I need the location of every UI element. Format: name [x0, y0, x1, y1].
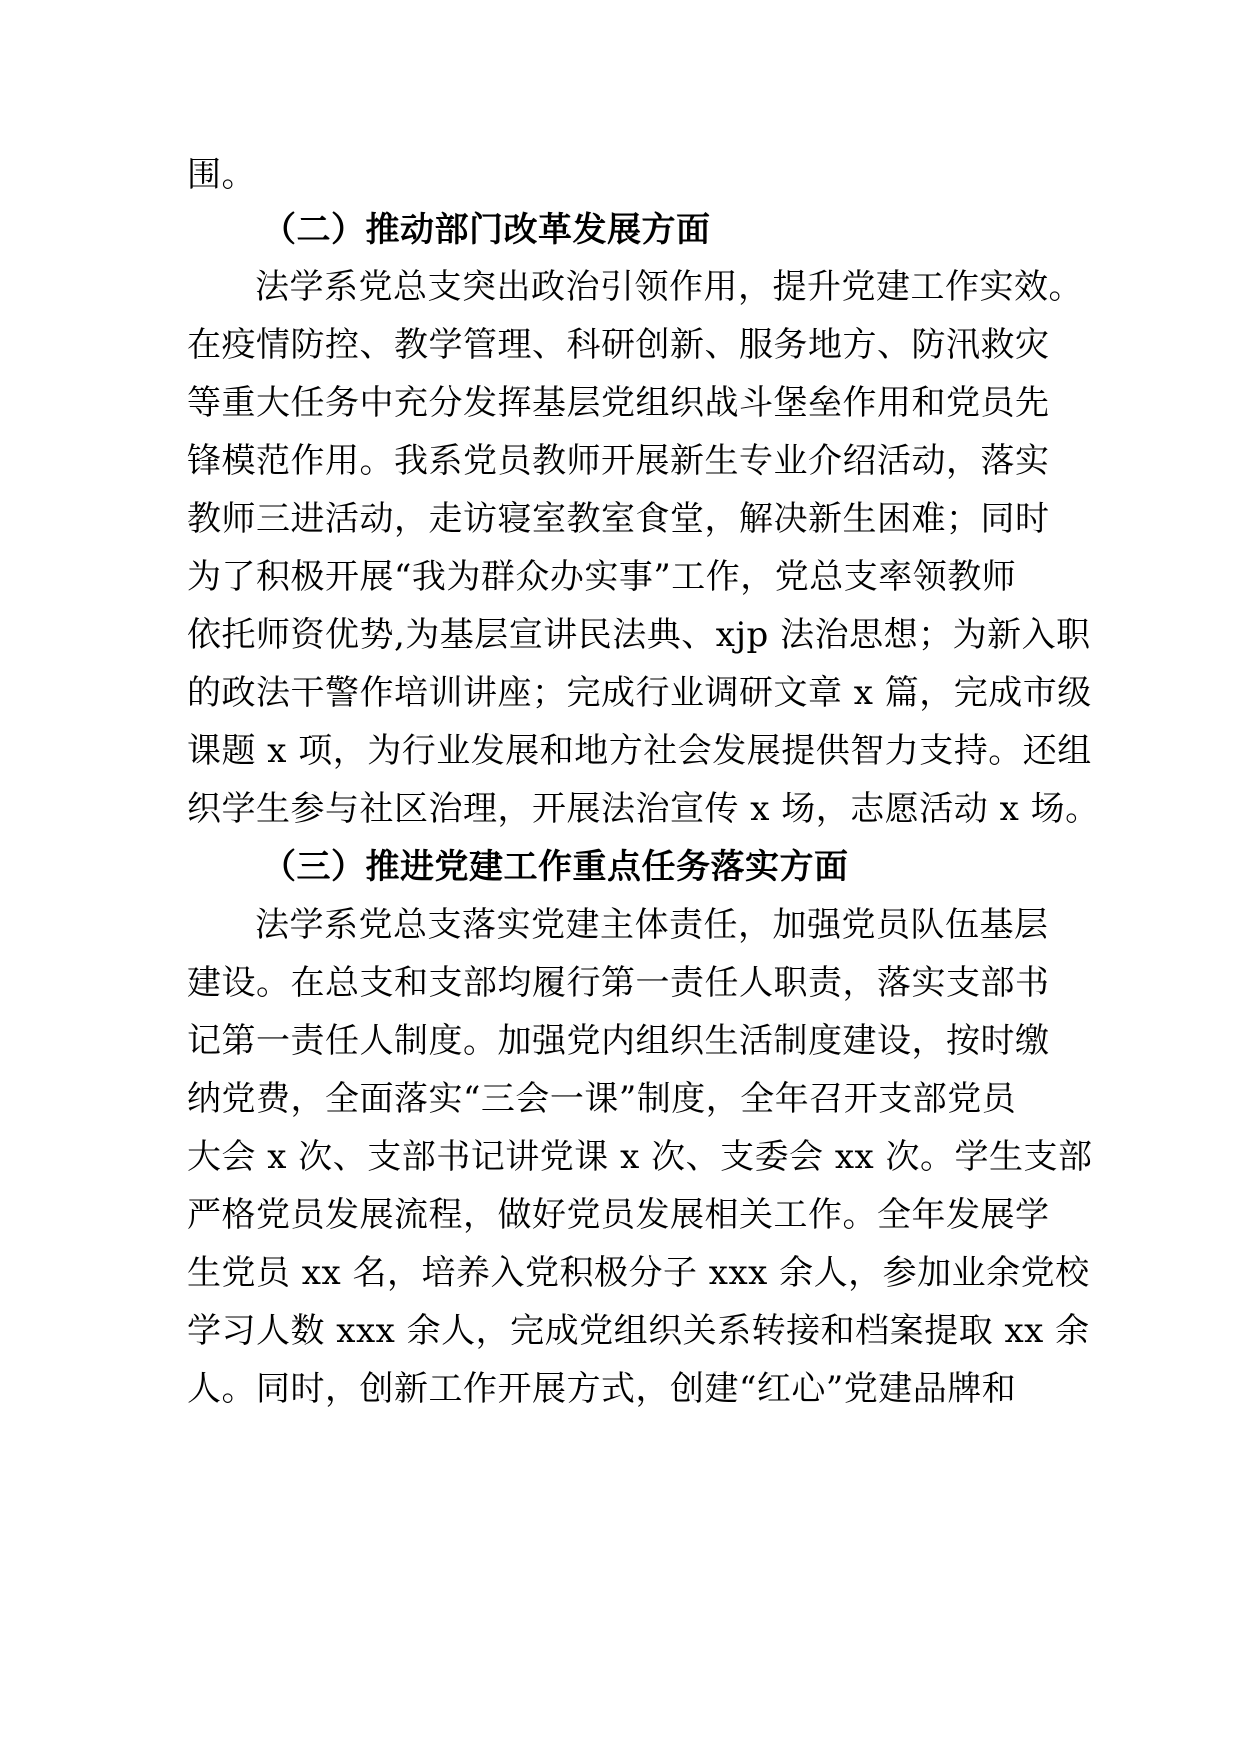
paragraph-line: 纳党费，全面落实“三会一课”制度，全年召开支部党员: [187, 1079, 1017, 1119]
paragraph-line: 建设。在总支和支部均履行第一责任人职责，落实支部书: [187, 963, 1050, 1003]
paragraph-line: 织学生参与社区治理，开展法治宣传 x 场，志愿活动 x 场。: [187, 789, 1100, 829]
paragraph-line: 严格党员发展流程，做好党员发展相关工作。全年发展学: [187, 1195, 1050, 1235]
paragraph-line: 生党员 xx 名，培养入党积极分子 xxx 余人，参加业余党校: [187, 1253, 1090, 1293]
paragraph-line: 课题 x 项，为行业发展和地方社会发展提供智力支持。还组: [187, 731, 1092, 771]
paragraph-line: 记第一责任人制度。加强党内组织生活制度建设，按时缴: [187, 1021, 1050, 1061]
paragraph-line: 围。: [187, 155, 256, 195]
paragraph-line: 大会 x 次、支部书记讲党课 x 次、支委会 xx 次。学生支部: [187, 1137, 1093, 1177]
paragraph-line: 人。同时，创新工作开展方式，创建“红心”党建品牌和: [187, 1369, 1017, 1409]
paragraph-line: 法学系党总支突出政治引领作用，提升党建工作实效。: [255, 267, 1083, 307]
paragraph-line: 教师三进活动，走访寝室教室食堂，解决新生困难；同时: [187, 499, 1050, 539]
paragraph-line: 等重大任务中充分发挥基层党组织战斗堡垒作用和党员先: [187, 383, 1050, 423]
paragraph-line: 锋模范作用。我系党员教师开展新生专业介绍活动，落实: [187, 441, 1050, 481]
paragraph-line: 为了积极开展“我为群众办实事”工作，党总支率领教师: [187, 557, 1017, 597]
paragraph-line: 在疫情防控、教学管理、科研创新、服务地方、防汛救灾: [187, 325, 1050, 365]
paragraph-line: 学习人数 xxx 余人，完成党组织关系转接和档案提取 xx 余: [187, 1311, 1090, 1351]
paragraph-line: 法学系党总支落实党建主体责任，加强党员队伍基层: [255, 905, 1049, 945]
section-heading-2: （二）推动部门改革发展方面: [262, 210, 711, 250]
paragraph-line: 依托师资优势,为基层宣讲民法典、xjp 法治思想；为新入职: [187, 615, 1091, 655]
section-heading-3: （三）推进党建工作重点任务落实方面: [262, 847, 849, 887]
paragraph-line: 的政法干警作培训讲座；完成行业调研文章 x 篇，完成市级: [187, 673, 1092, 713]
